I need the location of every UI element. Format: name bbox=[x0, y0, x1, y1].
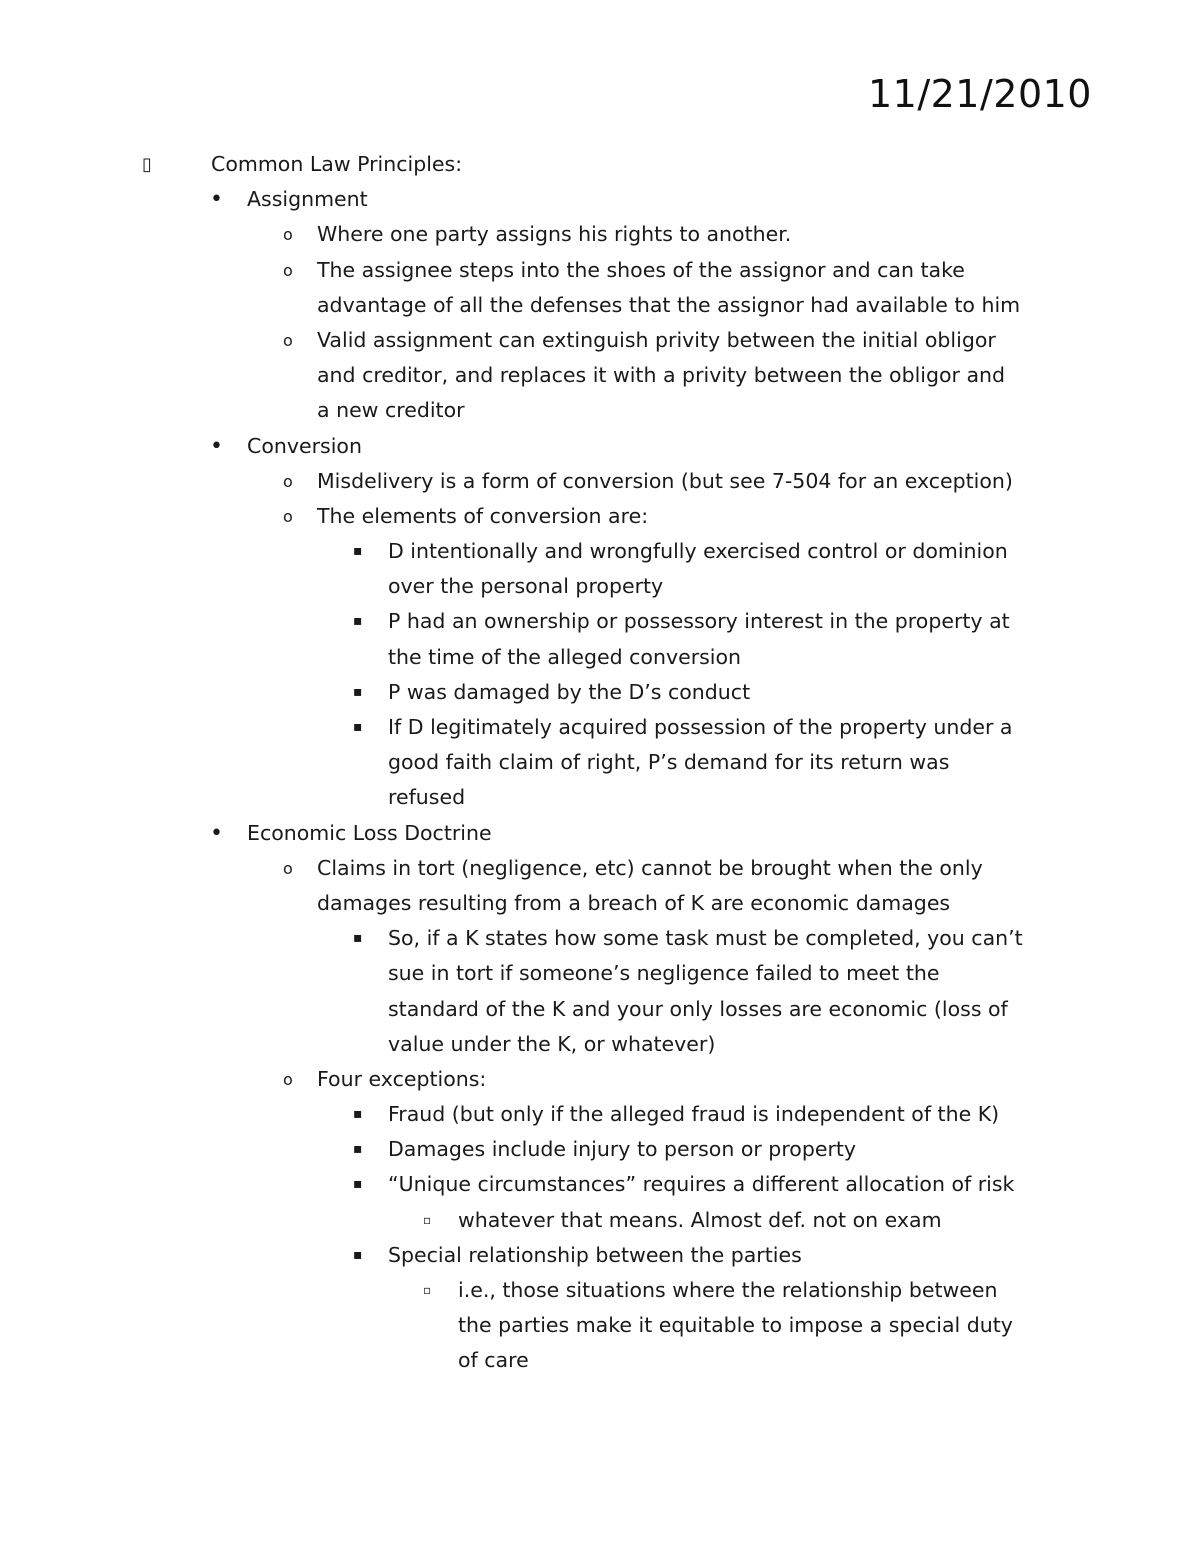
outline-text: P had an ownership or possessory interest in the property at bbox=[388, 609, 1010, 634]
outline-line-level-1 bbox=[0, 429, 1200, 464]
filled-square-bullet-icon: ▪ bbox=[353, 1246, 363, 1263]
outline-line-level-1 bbox=[0, 182, 1200, 217]
outline-text: The assignee steps into the shoes of the assignor and can take bbox=[317, 257, 965, 282]
hollow-circle-bullet-icon: o bbox=[283, 330, 293, 350]
outline-text: The elements of conversion are: bbox=[317, 503, 649, 528]
outline-text: Where one party assigns his rights to another. bbox=[317, 222, 792, 247]
outline-line-level-4 bbox=[0, 1203, 1200, 1238]
filled-square-bullet-icon: ▪ bbox=[353, 613, 363, 630]
outline-text: Misdelivery is a form of conversion (but see 7-504 for an exception) bbox=[317, 468, 1013, 493]
filled-square-bullet-icon: ▪ bbox=[353, 1176, 363, 1193]
outline-text: Four exceptions: bbox=[317, 1066, 487, 1091]
outline-line-level-3 bbox=[0, 1097, 1200, 1132]
hollow-circle-bullet-icon: o bbox=[283, 471, 293, 491]
hollow-square-bullet-icon: ▫ bbox=[423, 1212, 432, 1227]
missing-glyph-icon: ▯ bbox=[142, 154, 152, 175]
outline-text: refused bbox=[388, 785, 466, 810]
outline-text: Valid assignment can extinguish privity between the initial obligor bbox=[317, 327, 996, 352]
outline-line-level-3 bbox=[0, 745, 1200, 780]
outline-text: the parties make it equitable to impose a special duty bbox=[458, 1313, 1013, 1338]
hollow-square-bullet-icon: ▫ bbox=[423, 1283, 432, 1297]
outline-line-level-2 bbox=[0, 464, 1200, 499]
hollow-circle-bullet-icon: o bbox=[283, 1069, 293, 1089]
outline-line-level-2 bbox=[0, 1062, 1200, 1097]
outline-line-level-3 bbox=[0, 569, 1200, 604]
outline-text: and creditor, and replaces it with a privity between the obligor and bbox=[317, 363, 1006, 388]
filled-square-bullet-icon: ▪ bbox=[353, 543, 363, 560]
outline-line-level-2 bbox=[0, 851, 1200, 886]
notes-outline bbox=[0, 147, 1200, 1379]
outline-text: Common Law Principles: bbox=[211, 152, 463, 176]
outline-text: Damages include injury to person or property bbox=[388, 1137, 857, 1162]
outline-text: advantage of all the defenses that the assignor had available to him bbox=[317, 292, 1021, 317]
outline-text: Conversion bbox=[247, 433, 362, 458]
outline-line-level-2 bbox=[0, 323, 1200, 358]
outline-line-level-3 bbox=[0, 1167, 1200, 1202]
outline-text: good faith claim of right, P’s demand for its return was bbox=[388, 750, 950, 775]
hollow-circle-bullet-icon: o bbox=[283, 506, 293, 526]
filled-square-bullet-icon: ▪ bbox=[353, 1141, 363, 1158]
outline-text: sue in tort if someone’s negligence failed to meet the bbox=[388, 961, 940, 986]
outline-line-level-3 bbox=[0, 710, 1200, 745]
filled-square-bullet-icon: ▪ bbox=[353, 1106, 363, 1123]
outline-text: Assignment bbox=[247, 187, 368, 212]
outline-line-level-2 bbox=[0, 288, 1200, 323]
outline-line-level-3 bbox=[0, 1132, 1200, 1167]
outline-line-level-3 bbox=[0, 921, 1200, 956]
outline-text: a new creditor bbox=[317, 398, 465, 423]
outline-text: of care bbox=[458, 1348, 529, 1373]
outline-line-level-3 bbox=[0, 1027, 1200, 1062]
outline-line-level-2 bbox=[0, 253, 1200, 288]
filled-square-bullet-icon: ▪ bbox=[353, 683, 363, 700]
outline-text: If D legitimately acquired possession of the property under a bbox=[388, 715, 1013, 739]
hollow-circle-bullet-icon: o bbox=[283, 260, 293, 280]
outline-text: “Unique circumstances” requires a different allocation of risk bbox=[388, 1172, 1015, 1197]
outline-line-level-4 bbox=[0, 1273, 1200, 1308]
outline-line-level-4 bbox=[0, 1308, 1200, 1343]
outline-text: Special relationship between the parties bbox=[388, 1242, 802, 1267]
hollow-circle-bullet-icon: o bbox=[283, 225, 293, 245]
outline-line-level-1 bbox=[0, 816, 1200, 851]
outline-line-level-3 bbox=[0, 675, 1200, 710]
outline-text: So, if a K states how some task must be completed, you can’t bbox=[388, 926, 1023, 951]
outline-text: damages resulting from a breach of K are economic damages bbox=[317, 890, 951, 915]
filled-square-bullet-icon: ▪ bbox=[353, 930, 363, 947]
outline-text: whatever that means. Almost def. not on exam bbox=[458, 1207, 942, 1232]
outline-text: the time of the alleged conversion bbox=[388, 644, 742, 669]
outline-line-level-2 bbox=[0, 393, 1200, 428]
filled-bullet-icon: • bbox=[210, 433, 223, 459]
outline-line-level-4 bbox=[0, 1343, 1200, 1378]
document-date: 11/21/2010 bbox=[867, 72, 1092, 116]
outline-line-level-3 bbox=[0, 992, 1200, 1027]
hollow-circle-bullet-icon: o bbox=[283, 858, 293, 878]
outline-text: over the personal property bbox=[388, 574, 664, 599]
outline-line-level-3 bbox=[0, 956, 1200, 991]
outline-line-level-2 bbox=[0, 358, 1200, 393]
outline-text: Fraud (but only if the alleged fraud is independent of the K) bbox=[388, 1102, 1000, 1127]
filled-bullet-icon: • bbox=[210, 820, 223, 846]
outline-text: i.e., those situations where the relationship between bbox=[458, 1278, 998, 1302]
outline-text: D intentionally and wrongfully exercised control or dominion bbox=[388, 539, 1008, 564]
outline-text: value under the K, or whatever) bbox=[388, 1031, 716, 1056]
outline-line-level-3 bbox=[0, 604, 1200, 639]
filled-square-bullet-icon: ▪ bbox=[353, 719, 363, 735]
outline-line-level-2 bbox=[0, 886, 1200, 921]
outline-text: standard of the K and your only losses are economic (loss of bbox=[388, 996, 1008, 1021]
filled-bullet-icon: • bbox=[210, 187, 223, 213]
outline-line-level-0 bbox=[0, 147, 1200, 182]
outline-line-level-3 bbox=[0, 534, 1200, 569]
outline-line-level-2 bbox=[0, 499, 1200, 534]
outline-line-level-3 bbox=[0, 640, 1200, 675]
outline-text: Economic Loss Doctrine bbox=[247, 820, 492, 845]
outline-text: P was damaged by the D’s conduct bbox=[388, 679, 751, 704]
outline-line-level-3 bbox=[0, 780, 1200, 815]
outline-text: Claims in tort (negligence, etc) cannot be brought when the only bbox=[317, 855, 983, 880]
outline-line-level-2 bbox=[0, 217, 1200, 252]
outline-line-level-3 bbox=[0, 1238, 1200, 1273]
